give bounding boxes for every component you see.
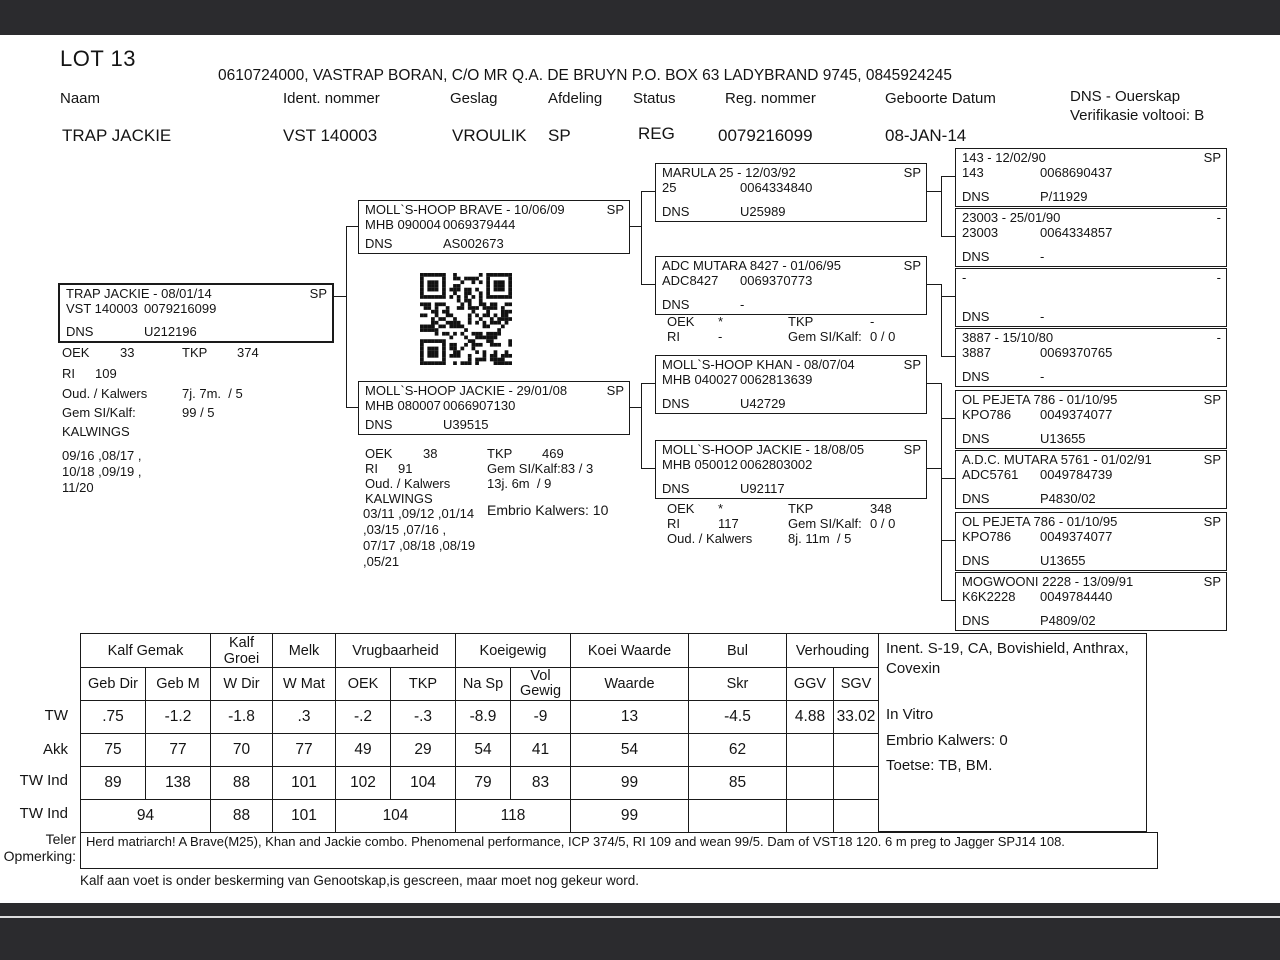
gem-value: 0 / 0 bbox=[870, 516, 896, 531]
col-label-geboorte: Geboorte Datum bbox=[885, 90, 996, 107]
pedigree-box-g4-8 bbox=[955, 572, 1227, 631]
row-label-akk: Akk bbox=[42, 741, 68, 758]
dns-label: DNS bbox=[962, 613, 990, 628]
box-reg: 0069379444 bbox=[443, 217, 516, 232]
twind-cell: 102 bbox=[336, 767, 391, 800]
dns-label: DNS bbox=[365, 236, 393, 251]
box-id: 23003 bbox=[962, 225, 999, 240]
tw-cell: -.3 bbox=[391, 701, 456, 734]
animal-status: REG bbox=[638, 124, 675, 143]
dns-label: DNS bbox=[962, 309, 990, 324]
tw-cell: -9 bbox=[511, 701, 571, 734]
box-reg: 0064334840 bbox=[740, 180, 813, 195]
ri-value: 109 bbox=[95, 366, 117, 381]
animal-ident: VST 140003 bbox=[283, 126, 378, 145]
akk-cell: 29 bbox=[391, 734, 456, 767]
oud-value: 13j. 6m / 9 bbox=[487, 476, 552, 491]
box-badge: - bbox=[1216, 270, 1221, 285]
box-reg: 0079216099 bbox=[144, 301, 217, 316]
pedigree-box-g3-2 bbox=[655, 256, 927, 315]
twind2-cell: 94 bbox=[81, 800, 211, 833]
twind2-cell: 104 bbox=[336, 800, 456, 833]
sub-header: W Mat bbox=[273, 668, 336, 701]
ebv-table bbox=[80, 633, 879, 833]
twind2-cell bbox=[787, 800, 834, 833]
tw-cell: 13 bbox=[571, 701, 689, 734]
box-badge: - bbox=[1216, 210, 1221, 225]
group-header: Kalf Gemak bbox=[81, 634, 211, 668]
connector-line bbox=[941, 418, 955, 419]
oud-label: Oud. / Kalwers bbox=[365, 476, 451, 491]
kalwings-dates: 11/20 bbox=[62, 480, 94, 495]
pedigree-box-g4-7 bbox=[955, 512, 1227, 571]
col-label-geslag: Geslag bbox=[450, 90, 498, 107]
box-title: TRAP JACKIE - 08/01/14 bbox=[66, 286, 212, 301]
twind-cell: 83 bbox=[511, 767, 571, 800]
oek-label: OEK bbox=[667, 501, 695, 516]
box-title: MOGWOONI 2228 - 13/09/91 bbox=[962, 574, 1134, 589]
opmerking-label: Opmerking: bbox=[3, 848, 76, 864]
pedigree-box-sire bbox=[358, 200, 630, 254]
dns-value: P4809/02 bbox=[1040, 613, 1096, 628]
group-header: Melk bbox=[273, 634, 336, 668]
group-header: Vrugbaarheid bbox=[336, 634, 456, 668]
connector-line bbox=[941, 468, 942, 601]
connector-line bbox=[641, 383, 655, 384]
box-id: 25 bbox=[662, 180, 677, 195]
connector-line bbox=[346, 226, 358, 227]
twind2-cell: 88 bbox=[211, 800, 273, 833]
twind2-cell: 118 bbox=[456, 800, 571, 833]
pedigree-box-g3-3 bbox=[655, 355, 927, 414]
col-label-reg: Reg. nommer bbox=[725, 90, 816, 107]
connector-line bbox=[941, 540, 955, 541]
connector-line bbox=[925, 191, 941, 192]
pedigree-box-g3-1 bbox=[655, 163, 927, 222]
tw-cell: -4.5 bbox=[689, 701, 787, 734]
dns-label: DNS bbox=[662, 396, 690, 411]
dns-label: DNS bbox=[962, 491, 990, 506]
dns-label: DNS bbox=[962, 369, 990, 384]
box-title: MOLL`S-HOOP JACKIE - 29/01/08 bbox=[365, 383, 568, 398]
box-badge: SP bbox=[903, 442, 921, 457]
animal-reg: 0079216099 bbox=[718, 126, 813, 145]
tw-cell: .3 bbox=[273, 701, 336, 734]
dns-value: U92117 bbox=[740, 481, 785, 496]
health-info-box bbox=[878, 633, 1147, 832]
connector-line bbox=[641, 191, 642, 285]
box-title: A.D.C. MUTARA 5761 - 01/02/91 bbox=[962, 452, 1152, 467]
embrio-kalwers: Embrio Kalwers: 10 bbox=[487, 502, 609, 518]
pedigree-box-g4-6 bbox=[955, 450, 1227, 509]
tw-cell: -.2 bbox=[336, 701, 391, 734]
col-label-afdeling: Afdeling bbox=[548, 90, 603, 107]
box-badge: SP bbox=[903, 258, 921, 273]
dns-label: DNS bbox=[66, 324, 94, 339]
box-id: ADC5761 bbox=[962, 467, 1019, 482]
qr-code bbox=[420, 273, 512, 365]
box-reg: 0062803002 bbox=[740, 457, 813, 472]
kalwings-dates: 03/11 ,09/12 ,01/14 bbox=[363, 506, 475, 521]
oek-value: 38 bbox=[423, 446, 438, 461]
kalwings-dates: 07/17 ,08/18 ,08/19 bbox=[363, 538, 476, 553]
twind-cell: 138 bbox=[146, 767, 211, 800]
col-label-ident: Ident. nommer bbox=[283, 90, 380, 107]
group-header: Koeigewig bbox=[456, 634, 571, 668]
dns-label: DNS bbox=[365, 417, 393, 432]
box-id: VST 140003 bbox=[66, 301, 139, 316]
connector-line bbox=[941, 236, 955, 237]
oek-label: OEK bbox=[667, 314, 695, 329]
connector-line bbox=[925, 468, 941, 469]
dns-value: P4830/02 bbox=[1040, 491, 1096, 506]
ri-value: - bbox=[718, 329, 723, 344]
box-id: ADC8427 bbox=[662, 273, 719, 288]
box-badge: SP bbox=[1203, 452, 1221, 467]
box-badge: - bbox=[1216, 330, 1221, 345]
sub-header: TKP bbox=[391, 668, 456, 701]
connector-line bbox=[641, 191, 655, 192]
box-title: OL PEJETA 786 - 01/10/95 bbox=[962, 392, 1118, 407]
dns-value: U42729 bbox=[740, 396, 786, 411]
oud-value: 8j. 11m / 5 bbox=[788, 531, 852, 546]
kalwings-dates: ,03/15 ,07/16 , bbox=[363, 522, 447, 537]
row-label-twind: TW Ind bbox=[19, 772, 68, 789]
bottom-dark-bar bbox=[0, 903, 1280, 960]
akk-cell: 77 bbox=[273, 734, 336, 767]
oek-value: 33 bbox=[120, 345, 135, 360]
sub-header: Na Sp bbox=[456, 668, 511, 701]
col-label-naam: Naam bbox=[60, 90, 101, 107]
oek-label: OEK bbox=[62, 345, 90, 360]
twind2-cell bbox=[689, 800, 787, 833]
gem-label: Gem SI/Kalf: bbox=[788, 516, 862, 531]
box-id: K6K2228 bbox=[962, 589, 1016, 604]
embrio-text: Embrio Kalwers: 0 bbox=[886, 732, 1008, 749]
dns-value: U13655 bbox=[1040, 431, 1086, 446]
box-reg: 0049374077 bbox=[1040, 529, 1113, 544]
box-badge: SP bbox=[903, 357, 921, 372]
box-reg: 0062813639 bbox=[740, 372, 813, 387]
dns-value: - bbox=[1040, 369, 1045, 384]
box-reg: 0049784739 bbox=[1040, 467, 1113, 482]
toetse-text: Toetse: TB, BM. bbox=[886, 757, 993, 774]
dns-value: AS002673 bbox=[443, 236, 504, 251]
gem-value: 99 / 5 bbox=[182, 405, 215, 420]
akk-cell bbox=[787, 734, 834, 767]
tkp-label: TKP bbox=[487, 446, 513, 461]
ri-value: 117 bbox=[718, 516, 739, 531]
kalwings-label: KALWINGS bbox=[62, 424, 130, 439]
tw-cell: 4.88 bbox=[787, 701, 834, 734]
box-badge: SP bbox=[1203, 150, 1221, 165]
connector-line bbox=[941, 600, 955, 601]
box-reg: 0049784440 bbox=[1040, 589, 1113, 604]
sub-header: Geb Dir bbox=[81, 668, 146, 701]
dns-label: DNS bbox=[962, 189, 990, 204]
akk-cell: 49 bbox=[336, 734, 391, 767]
box-id: KPO786 bbox=[962, 407, 1012, 422]
col-label-dns-verify: Verifikasie voltooi: B bbox=[1070, 107, 1205, 124]
invitro-text: In Vitro bbox=[886, 706, 934, 723]
box-title: 23003 - 25/01/90 bbox=[962, 210, 1061, 225]
connector-line bbox=[941, 176, 955, 177]
calf-note: Kalf aan voet is onder beskerming van Genootskap,is gescreen, maar moet nog gekeur word. bbox=[80, 873, 640, 888]
oek-value: * bbox=[718, 501, 724, 516]
animal-geslag: VROULIK bbox=[452, 126, 527, 145]
twind-cell: 99 bbox=[571, 767, 689, 800]
oud-label: Oud. / Kalwers bbox=[667, 531, 753, 546]
breeder-line: 0610724000, VASTRAP BORAN, C/O MR Q.A. DE BRUYN P.O. BOX 63 LADYBRAND 9745, 0845924245 bbox=[218, 67, 953, 84]
group-header: Bul bbox=[689, 634, 787, 668]
dns-label: DNS bbox=[662, 481, 690, 496]
twind-cell bbox=[834, 767, 879, 800]
dns-value: P/11929 bbox=[1040, 189, 1088, 204]
kalwings-dates: 09/16 ,08/17 , bbox=[62, 448, 142, 463]
gem-value: 0 / 0 bbox=[870, 329, 896, 344]
dns-value: U212196 bbox=[144, 324, 197, 339]
box-id: 143 bbox=[962, 165, 984, 180]
box-title: MOLL`S-HOOP KHAN - 08/07/04 bbox=[662, 357, 855, 372]
gem-line: Gem SI/Kalf:83 / 3 bbox=[487, 461, 594, 476]
box-title: - bbox=[962, 270, 967, 285]
connector-line bbox=[641, 468, 655, 469]
box-id: MHB 040027 bbox=[662, 372, 738, 387]
bottom-divider-line bbox=[0, 916, 1280, 918]
box-reg: 0066907130 bbox=[443, 398, 516, 413]
sub-header: OEK bbox=[336, 668, 391, 701]
box-badge: SP bbox=[1203, 392, 1221, 407]
box-reg: 0064334857 bbox=[1040, 225, 1113, 240]
box-badge: SP bbox=[1203, 574, 1221, 589]
lot-number: LOT 13 bbox=[60, 46, 136, 71]
connector-line bbox=[346, 226, 347, 408]
row-label-twind2: TW Ind bbox=[19, 805, 68, 822]
tw-cell: .75 bbox=[81, 701, 146, 734]
dns-label: DNS bbox=[962, 249, 990, 264]
oek-label: OEK bbox=[365, 446, 393, 461]
pedigree-box-g4-5 bbox=[955, 390, 1227, 449]
gem-label: Gem SI/Kalf: bbox=[788, 329, 862, 344]
tkp-value: 348 bbox=[870, 501, 892, 516]
oud-label: Oud. / Kalwers bbox=[62, 386, 148, 401]
animal-geboorte: 08-JAN-14 bbox=[885, 126, 967, 145]
pedigree-box-g3-4 bbox=[655, 440, 927, 499]
box-badge: SP bbox=[606, 383, 624, 398]
dns-value: - bbox=[1040, 249, 1045, 264]
box-id: KPO786 bbox=[962, 529, 1012, 544]
box-reg: 0069370765 bbox=[1040, 345, 1113, 360]
tw-cell: -8.9 bbox=[456, 701, 511, 734]
tkp-label: TKP bbox=[788, 501, 814, 516]
box-id: 3887 bbox=[962, 345, 991, 360]
oud-value: 7j. 7m. / 5 bbox=[182, 386, 243, 401]
pedigree-box-g4-2 bbox=[955, 208, 1227, 267]
breeder-remark: Herd matriarch! A Brave(M25), Khan and Jackie combo. Phenomenal performance, ICP 374/5, RI 109 and wean 99/5. Dam of VST18 120. 6 m preg to Jagger SPJ14 108. bbox=[80, 832, 1158, 869]
gem-label: Gem SI/Kalf: bbox=[62, 405, 136, 420]
dns-value: - bbox=[1040, 309, 1045, 324]
group-header: Verhouding bbox=[787, 634, 879, 668]
pedigree-box-g4-4 bbox=[955, 328, 1227, 387]
twind-cell: 89 bbox=[81, 767, 146, 800]
akk-cell: 70 bbox=[211, 734, 273, 767]
pedigree-box-subject bbox=[58, 283, 334, 343]
dns-label: DNS bbox=[662, 204, 690, 219]
dns-label: DNS bbox=[962, 553, 990, 568]
kalwings-dates: 10/18 ,09/19 , bbox=[62, 464, 142, 479]
twind2-cell: 99 bbox=[571, 800, 689, 833]
sub-header: Skr bbox=[689, 668, 787, 701]
akk-cell: 77 bbox=[146, 734, 211, 767]
kalwings-label: KALWINGS bbox=[365, 491, 433, 506]
box-id: MHB 050012 bbox=[662, 457, 738, 472]
connector-line bbox=[346, 407, 358, 408]
col-label-status: Status bbox=[633, 90, 676, 107]
dns-value: U25989 bbox=[740, 204, 786, 219]
twind-cell: 85 bbox=[689, 767, 787, 800]
akk-cell bbox=[834, 734, 879, 767]
connector-line bbox=[941, 356, 955, 357]
ri-label: RI bbox=[667, 516, 680, 531]
sub-header: W Dir bbox=[211, 668, 273, 701]
box-id: MHB 080007 bbox=[365, 398, 441, 413]
animal-name: TRAP JACKIE bbox=[62, 126, 172, 145]
box-badge: SP bbox=[1203, 514, 1221, 529]
row-label-tw: TW bbox=[44, 707, 68, 724]
twind-cell: 79 bbox=[456, 767, 511, 800]
group-header: Koei Waarde bbox=[571, 634, 689, 668]
twind-cell: 104 bbox=[391, 767, 456, 800]
animal-afdeling: SP bbox=[548, 126, 571, 145]
twind-cell: 88 bbox=[211, 767, 273, 800]
box-badge: SP bbox=[309, 286, 327, 301]
connector-line bbox=[941, 383, 942, 479]
dns-label: DNS bbox=[962, 431, 990, 446]
akk-cell: 62 bbox=[689, 734, 787, 767]
dns-value: - bbox=[740, 297, 745, 312]
tkp-label: TKP bbox=[788, 314, 814, 329]
connector-line bbox=[941, 176, 942, 237]
twind2-cell: 101 bbox=[273, 800, 336, 833]
twind-cell bbox=[787, 767, 834, 800]
ri-label: RI bbox=[62, 366, 75, 381]
group-header: Kalf Groei bbox=[211, 634, 273, 668]
sub-header: Vol Gewig bbox=[511, 668, 571, 701]
twind2-cell bbox=[834, 800, 879, 833]
twind-cell: 101 bbox=[273, 767, 336, 800]
tkp-value: - bbox=[870, 314, 875, 329]
box-title: ADC MUTARA 8427 - 01/06/95 bbox=[662, 258, 841, 273]
pedigree-box-g4-1 bbox=[955, 148, 1227, 207]
col-label-dns-ouerskap: DNS - Ouerskap bbox=[1070, 88, 1181, 105]
box-badge: SP bbox=[606, 202, 624, 217]
sub-header: GGV bbox=[787, 668, 834, 701]
box-title: MOLL`S-HOOP BRAVE - 10/06/09 bbox=[365, 202, 565, 217]
ri-label: RI bbox=[365, 461, 378, 476]
sub-header: Geb M bbox=[146, 668, 211, 701]
box-title: 3887 - 15/10/80 bbox=[962, 330, 1054, 345]
connector-line bbox=[941, 296, 955, 297]
ri-value: 91 bbox=[398, 461, 413, 476]
connector-line bbox=[941, 478, 955, 479]
oek-value: * bbox=[718, 314, 724, 329]
top-dark-bar bbox=[0, 0, 1280, 35]
box-title: MARULA 25 - 12/03/92 bbox=[662, 165, 796, 180]
akk-cell: 54 bbox=[456, 734, 511, 767]
akk-cell: 54 bbox=[571, 734, 689, 767]
akk-cell: 75 bbox=[81, 734, 146, 767]
box-reg: 0068690437 bbox=[1040, 165, 1113, 180]
dns-value: U13655 bbox=[1040, 553, 1086, 568]
pedigree-box-dam bbox=[358, 381, 630, 435]
box-title: OL PEJETA 786 - 01/10/95 bbox=[962, 514, 1118, 529]
box-id: MHB 090004 bbox=[365, 217, 441, 232]
box-reg: 0049374077 bbox=[1040, 407, 1113, 422]
dns-label: DNS bbox=[662, 297, 690, 312]
connector-line bbox=[941, 284, 942, 357]
tw-cell: -1.8 bbox=[211, 701, 273, 734]
pedigree-box-g4-3 bbox=[955, 268, 1227, 327]
connector-line bbox=[641, 383, 642, 469]
connector-line bbox=[925, 284, 941, 285]
tkp-label: TKP bbox=[182, 345, 208, 360]
tw-cell: 33.02 bbox=[834, 701, 879, 734]
kalwings-dates: ,05/21 bbox=[363, 554, 400, 569]
inent-text: Inent. S-19, CA, Bovishield, Anthrax, Covexin bbox=[886, 640, 1129, 677]
teler-label: Teler bbox=[45, 831, 76, 847]
box-badge: SP bbox=[903, 165, 921, 180]
box-title: MOLL`S-HOOP JACKIE - 18/08/05 bbox=[662, 442, 865, 457]
connector-line bbox=[925, 383, 941, 384]
akk-cell: 41 bbox=[511, 734, 571, 767]
tkp-value: 374 bbox=[237, 345, 259, 360]
sub-header: SGV bbox=[834, 668, 879, 701]
sub-header: Waarde bbox=[571, 668, 689, 701]
ri-label: RI bbox=[667, 329, 680, 344]
connector-line bbox=[641, 284, 655, 285]
box-reg: 0069370773 bbox=[740, 273, 813, 288]
dns-value: U39515 bbox=[443, 417, 489, 432]
tkp-value: 469 bbox=[542, 446, 564, 461]
tw-cell: -1.2 bbox=[146, 701, 211, 734]
box-title: 143 - 12/02/90 bbox=[962, 150, 1046, 165]
